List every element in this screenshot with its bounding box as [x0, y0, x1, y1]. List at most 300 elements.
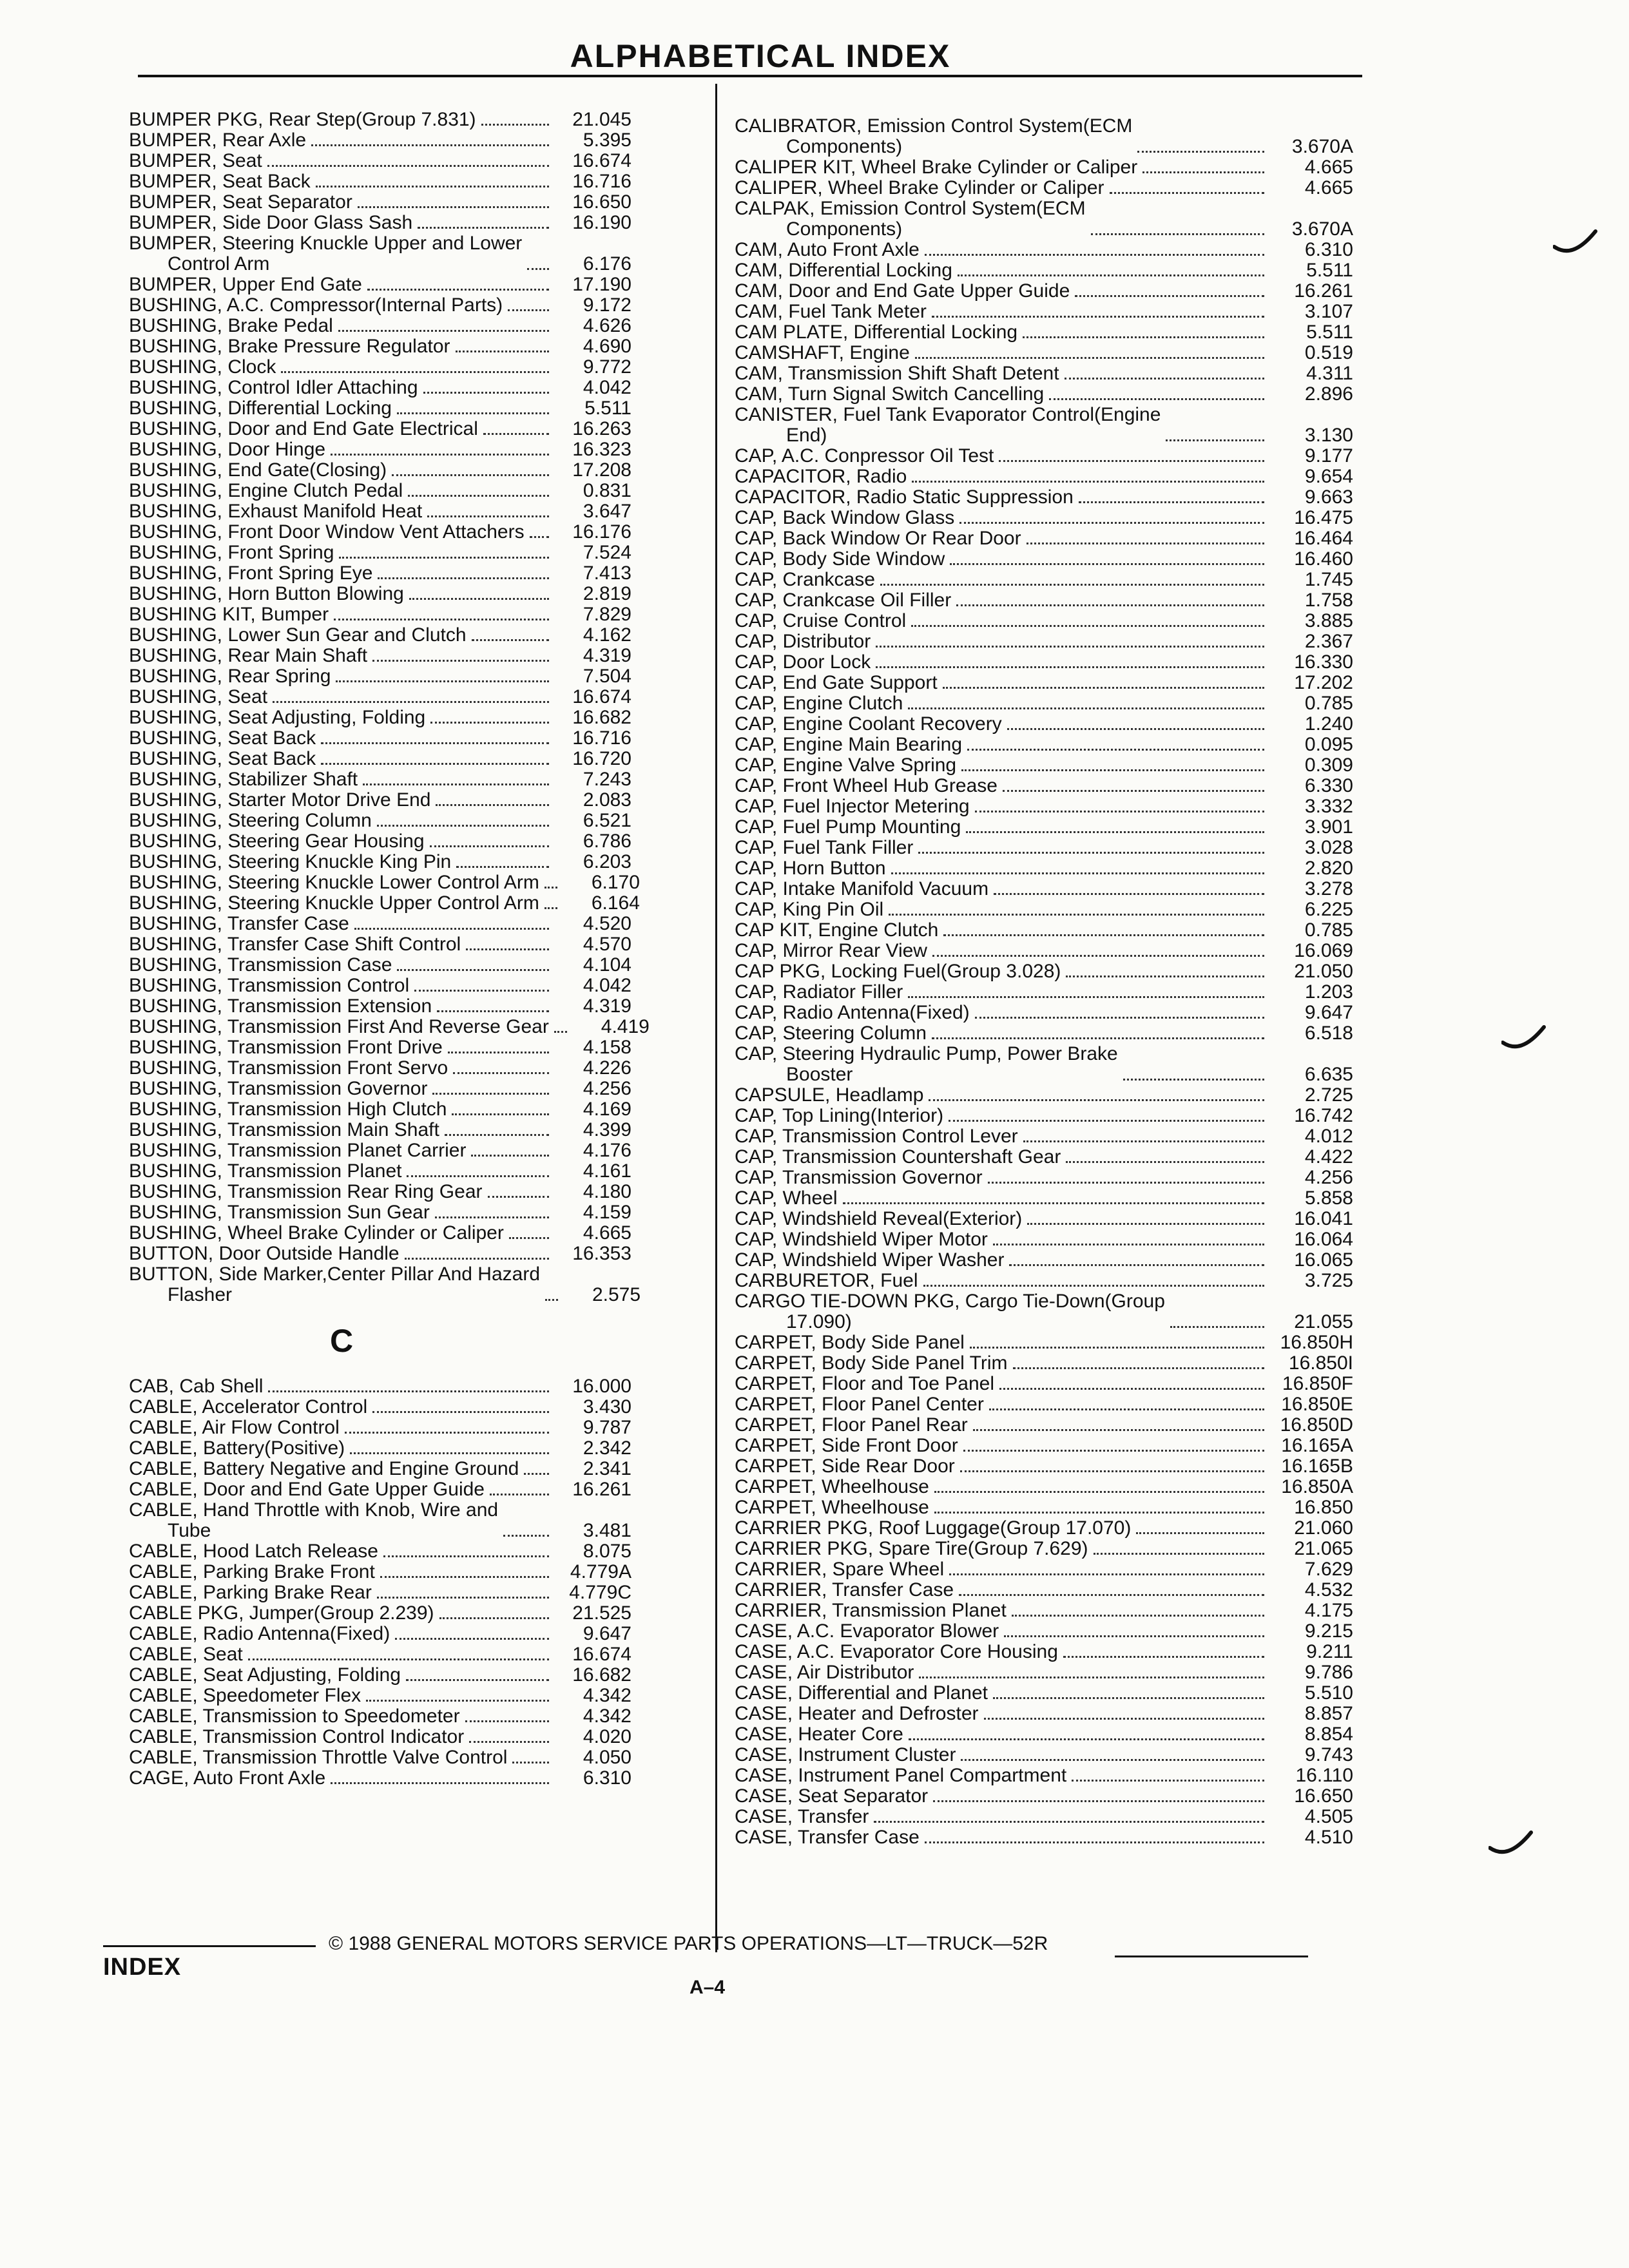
entry-page-ref: 6.203: [583, 851, 631, 872]
entry-text: [129, 1264, 540, 1305]
dot-leader: [975, 1017, 1264, 1019]
entry-text: BUSHING, Transmission Governor: [129, 1078, 428, 1099]
entry-text: CAB, Cab Shell: [129, 1376, 264, 1397]
entry-page-ref: 4.342: [583, 1706, 631, 1727]
entry-page-ref: 4.162: [583, 624, 631, 646]
dot-leader: [418, 227, 549, 229]
index-entry: [129, 1058, 631, 1079]
index-entry: [735, 363, 1353, 384]
entry-text: CAM PLATE, Differential Locking: [735, 322, 1018, 343]
entry-page-ref: 4.256: [583, 1078, 631, 1099]
index-entry: [129, 316, 631, 336]
footer-copyright: © 1988 GENERAL MOTORS SERVICE PARTS OPERATIONS—LT—TRUCK—52R: [329, 1933, 1048, 1954]
dot-leader: [397, 412, 549, 414]
entry-text: CAP, Door Lock: [735, 651, 871, 673]
index-entry: [129, 1686, 631, 1706]
index-entry: [735, 1415, 1353, 1436]
entry-page-ref: 8.857: [1304, 1703, 1353, 1724]
entry-text: CAP, Windshield Wiper Motor: [735, 1229, 988, 1250]
entry-text-line1: CANISTER, Fuel Tank Evaporator Control(Engine: [735, 404, 1161, 425]
dot-leader: [975, 811, 1264, 812]
dot-leader: [925, 254, 1264, 256]
entry-page-ref: 4.226: [583, 1057, 631, 1079]
index-entry: [735, 1580, 1353, 1600]
entry-page-ref: 5.858: [1304, 1187, 1353, 1209]
dot-leader: [876, 666, 1264, 668]
entry-page-ref: 3.670A: [1291, 136, 1353, 157]
entry-page-ref: 4.570: [583, 934, 631, 955]
dot-leader: [383, 1555, 549, 1557]
entry-page-ref: 4.020: [583, 1726, 631, 1747]
dot-leader: [911, 625, 1264, 627]
dot-leader: [994, 893, 1264, 895]
entry-page-ref: 6.176: [583, 253, 631, 274]
entry-text: BUSHING, Transfer Case: [129, 913, 349, 934]
index-entry: [129, 357, 631, 378]
entry-page-ref: 6.330: [1304, 775, 1353, 796]
index-entry: [129, 1706, 631, 1727]
dot-leader: [432, 1093, 549, 1095]
entry-text-line2: End): [786, 425, 827, 446]
index-entry: [735, 673, 1353, 693]
dot-leader: [1013, 1367, 1264, 1369]
index-entry: [735, 446, 1353, 466]
entry-page-ref: 5.510: [1304, 1682, 1353, 1704]
dot-leader: [527, 268, 549, 270]
dot-leader: [488, 1196, 550, 1198]
index-list-c-right: [735, 116, 1353, 1848]
index-entry: [735, 1704, 1353, 1724]
entry-page-ref: 9.654: [1304, 466, 1353, 487]
dot-leader: [1003, 790, 1264, 792]
dot-leader: [336, 680, 549, 682]
entry-page-ref: 2.342: [583, 1437, 631, 1459]
dot-leader: [481, 124, 549, 126]
index-entry: [129, 419, 631, 439]
entry-text: BUSHING, Transmission High Clutch: [129, 1099, 447, 1120]
index-entry: [129, 1037, 631, 1058]
index-entry: [129, 1727, 631, 1747]
entry-page-ref: 6.170: [591, 872, 640, 893]
index-entry: [129, 625, 631, 646]
index-entry: [735, 1662, 1353, 1683]
entry-page-ref: 3.670A: [1291, 218, 1353, 240]
top-rule: [138, 75, 1362, 77]
entry-page-ref: 2.819: [583, 583, 631, 604]
entry-text: CAP, Transmission Countershaft Gear: [735, 1146, 1061, 1168]
entry-page-ref: 4.665: [1304, 157, 1353, 178]
index-entry: [129, 481, 631, 501]
dot-leader: [321, 742, 549, 744]
entry-page-ref: 4.665: [583, 1222, 631, 1244]
dot-leader: [909, 1738, 1264, 1740]
dot-leader: [545, 907, 557, 909]
index-entry: [735, 1044, 1353, 1085]
entry-text-line1: CABLE, Hand Throttle with Knob, Wire and: [129, 1499, 499, 1521]
entry-page-ref: 5.511: [1306, 260, 1353, 281]
entry-page-ref: 16.323: [572, 439, 631, 460]
entry-page-ref: 5.395: [583, 130, 631, 151]
index-entry: [735, 1477, 1353, 1497]
entry-page-ref: 6.310: [1304, 239, 1353, 260]
index-entry: [735, 1724, 1353, 1745]
dot-leader: [1009, 1264, 1264, 1266]
entry-text: BUSHING, Transmission Control: [129, 975, 410, 996]
index-entry: [735, 1621, 1353, 1642]
entry-page-ref: 7.243: [583, 769, 631, 790]
entry-page-ref: 17.208: [572, 459, 631, 481]
index-entry: [129, 749, 631, 769]
dot-leader: [967, 749, 1264, 751]
dot-leader: [377, 825, 549, 827]
dot-leader: [407, 1175, 549, 1177]
entry-page-ref: 7.504: [583, 666, 631, 687]
entry-page-ref: 8.075: [583, 1541, 631, 1562]
dot-leader: [1166, 439, 1264, 441]
dot-leader: [372, 660, 549, 662]
entry-page-ref: 16.165B: [1281, 1456, 1353, 1477]
entry-text-line1: CALPAK, Emission Control System(ECM: [735, 198, 1086, 219]
entry-page-ref: 4.161: [583, 1160, 631, 1182]
dot-leader: [483, 433, 549, 435]
entry-page-ref: 5.511: [584, 398, 631, 419]
dot-leader: [339, 557, 549, 559]
entry-text: CABLE, Speedometer Flex: [129, 1685, 361, 1706]
index-entry: [129, 110, 631, 130]
entry-page-ref: 3.430: [583, 1396, 631, 1418]
entry-text: CAP, Engine Coolant Recovery: [735, 713, 1002, 735]
index-entry: [735, 1827, 1353, 1848]
entry-page-ref: 16.674: [572, 150, 631, 171]
index-entry: [735, 487, 1353, 508]
entry-text: CAM, Turn Signal Switch Cancelling: [735, 383, 1045, 405]
dot-leader: [465, 1720, 549, 1722]
entry-text: [735, 116, 1132, 157]
index-entry: [735, 1229, 1353, 1250]
entry-page-ref: 6.310: [583, 1767, 631, 1789]
entry-text: BUSHING, Front Spring: [129, 542, 334, 563]
index-entry: [129, 811, 631, 831]
entry-text: CAP, Horn Button: [735, 858, 886, 879]
index-entry: [129, 872, 640, 893]
entry-page-ref: 4.422: [1304, 1146, 1353, 1168]
index-entry: [129, 295, 631, 316]
entry-text: CAP, A.C. Conpressor Oil Test: [735, 445, 994, 466]
entry-text: BUSHING, Transmission Main Shaft: [129, 1119, 439, 1140]
index-entry: [129, 955, 631, 975]
entry-text: CAP, Front Wheel Hub Grease: [735, 775, 998, 796]
index-entry: [735, 302, 1353, 322]
dot-leader: [989, 1408, 1264, 1410]
dot-leader: [908, 996, 1264, 998]
dot-leader: [1063, 1656, 1264, 1658]
index-entry: [735, 1126, 1353, 1147]
dot-leader: [933, 1800, 1264, 1802]
index-entry: [129, 687, 631, 707]
entry-text: CARPET, Floor Panel Center: [735, 1394, 984, 1415]
entry-text: BUSHING, Front Spring Eye: [129, 562, 373, 584]
dot-leader: [509, 1237, 549, 1239]
dot-leader: [963, 1450, 1264, 1452]
index-entry: [129, 646, 631, 666]
index-entry: [129, 1562, 631, 1582]
entry-text: CASE, Transfer: [735, 1806, 869, 1827]
entry-text: CARRIER, Spare Wheel: [735, 1559, 945, 1580]
index-entry: [735, 405, 1353, 446]
entry-text: BUMPER PKG, Rear Step(Group 7.831): [129, 109, 476, 130]
dot-leader: [1137, 151, 1264, 153]
index-entry: [735, 611, 1353, 631]
index-entry: [129, 892, 640, 914]
entry-text: CAP, Cruise Control: [735, 610, 907, 631]
index-entry: [129, 914, 631, 934]
index-entry: [129, 1541, 631, 1562]
dot-leader: [943, 934, 1264, 936]
dot-leader: [367, 289, 549, 291]
entry-text: BUSHING, Steering Knuckle King Pin: [129, 851, 452, 872]
dot-leader: [1004, 1635, 1264, 1637]
dot-leader: [1012, 1615, 1264, 1617]
entry-text: CAP, Engine Main Bearing: [735, 734, 962, 755]
dot-leader: [950, 563, 1264, 565]
index-entry: [735, 1168, 1353, 1188]
entry-text: [735, 198, 1086, 240]
index-entry: [735, 1497, 1353, 1518]
index-entry: [735, 652, 1353, 673]
entry-text: BUSHING, Control Idler Attaching: [129, 377, 418, 398]
entry-text: [735, 405, 1161, 446]
entry-page-ref: 16.190: [572, 212, 631, 233]
dot-leader: [508, 309, 549, 311]
entry-text-line2: 17.090): [786, 1311, 852, 1332]
dot-leader: [999, 460, 1264, 462]
entry-text: CAP, Back Window Glass: [735, 507, 955, 528]
entry-text: CABLE, Air Flow Control: [129, 1417, 340, 1438]
index-entry: [735, 1209, 1353, 1229]
pen-check-mark-icon: [1553, 229, 1598, 261]
dot-leader: [843, 1202, 1264, 1204]
entry-page-ref: 9.647: [1304, 1002, 1353, 1023]
entry-text: CAP KIT, Engine Clutch: [735, 919, 939, 941]
dot-leader: [414, 990, 549, 992]
entry-page-ref: 0.831: [583, 480, 631, 501]
entry-page-ref: 17.202: [1294, 672, 1353, 693]
index-entry: [129, 975, 631, 996]
dot-leader: [380, 1576, 549, 1578]
index-entry: [129, 1182, 631, 1202]
dot-leader: [435, 1216, 549, 1218]
index-entry: [129, 378, 631, 398]
index-entry: [129, 1418, 631, 1438]
entry-text: BUSHING, Starter Motor Drive End: [129, 789, 431, 811]
entry-page-ref: 9.172: [583, 294, 631, 316]
entry-page-ref: 16.069: [1294, 940, 1353, 961]
index-entry: [735, 384, 1353, 405]
entry-text: BUSHING, Engine Clutch Pedal: [129, 480, 403, 501]
entry-text: CASE, Instrument Panel Compartment: [735, 1765, 1067, 1786]
entry-page-ref: 16.682: [572, 1664, 631, 1686]
entry-page-ref: 3.107: [1304, 301, 1353, 322]
entry-page-ref: 4.180: [583, 1181, 631, 1202]
entry-text: CAP, Engine Clutch: [735, 693, 903, 714]
dot-leader: [354, 928, 549, 930]
index-entry: [129, 1202, 631, 1223]
dot-leader: [456, 866, 549, 868]
entry-page-ref: 3.278: [1304, 878, 1353, 899]
index-entry: [129, 1244, 631, 1264]
index-entry: [129, 1747, 631, 1768]
dot-leader: [503, 1535, 549, 1537]
entry-text: CALIPER KIT, Wheel Brake Cylinder or Caliper: [735, 157, 1138, 178]
entry-text: CAM, Differential Locking: [735, 260, 952, 281]
entry-text: CABLE, Transmission Control Indicator: [129, 1726, 465, 1747]
entry-page-ref: 16.850D: [1280, 1414, 1353, 1436]
entry-text: BUSHING, Brake Pressure Regulator: [129, 336, 450, 357]
dot-leader: [350, 1452, 549, 1454]
dot-leader: [993, 1697, 1264, 1699]
entry-text: BUSHING, A.C. Compressor(Internal Parts): [129, 294, 503, 316]
entry-text: CAP, Fuel Injector Metering: [735, 796, 970, 817]
index-entry: [735, 322, 1353, 343]
entry-page-ref: 21.055: [1294, 1311, 1353, 1332]
entry-text: CAP, Crankcase: [735, 569, 875, 590]
index-entry: [735, 1765, 1353, 1786]
index-list-b: [129, 109, 650, 1305]
entry-text: BUSHING, Stabilizer Shaft: [129, 769, 358, 790]
entry-page-ref: 1.203: [1304, 981, 1353, 1003]
dot-leader: [973, 1429, 1264, 1431]
index-entry: [129, 1223, 631, 1244]
index-entry: [129, 151, 631, 171]
entry-text: CABLE, Battery(Positive): [129, 1437, 345, 1459]
entry-page-ref: 21.065: [1294, 1538, 1353, 1559]
entry-page-ref: 3.028: [1304, 837, 1353, 858]
index-entry: [735, 1642, 1353, 1662]
dot-leader: [1072, 1780, 1264, 1782]
entry-text: BUSHING, Steering Gear Housing: [129, 831, 425, 852]
index-entry: [735, 1436, 1353, 1456]
dot-leader: [891, 872, 1264, 874]
entry-page-ref: 9.211: [1306, 1641, 1353, 1662]
entry-text: CASE, Instrument Cluster: [735, 1744, 956, 1765]
entry-text: CAP, Top Lining(Interior): [735, 1105, 944, 1126]
dot-leader: [490, 1494, 549, 1495]
entry-text: CABLE PKG, Jumper(Group 2.239): [129, 1602, 434, 1624]
entry-text: BUSHING, Transmission Front Servo: [129, 1057, 448, 1079]
entry-page-ref: 16.353: [572, 1243, 631, 1264]
entry-text: CAP, Mirror Rear View: [735, 940, 927, 961]
dot-leader: [331, 454, 549, 456]
entry-text: CAGE, Auto Front Axle: [129, 1767, 326, 1789]
entry-page-ref: 4.419: [601, 1016, 650, 1037]
entry-page-ref: 16.850H: [1280, 1332, 1353, 1353]
entry-text: BUSHING, Door Hinge: [129, 439, 326, 460]
index-entry: [735, 1394, 1353, 1415]
dot-leader: [405, 1258, 549, 1260]
dot-leader: [1123, 1079, 1264, 1081]
entry-page-ref: 16.000: [572, 1376, 631, 1397]
entry-text: CASE, Transfer Case: [735, 1827, 920, 1848]
entry-text: CABLE, Hood Latch Release: [129, 1541, 378, 1562]
entry-text: CAP, Transmission Control Lever: [735, 1126, 1018, 1147]
entry-page-ref: 9.663: [1304, 486, 1353, 508]
entry-text: CABLE, Parking Brake Front: [129, 1561, 375, 1582]
dot-leader: [961, 769, 1264, 771]
index-entry: [129, 1644, 631, 1665]
entry-text-line2: Tube: [168, 1520, 211, 1541]
index-entry: [129, 1120, 631, 1140]
index-entry: [129, 1099, 631, 1120]
entry-text: [735, 1044, 1118, 1085]
entry-page-ref: 3.481: [583, 1520, 631, 1541]
entry-page-ref: 9.177: [1304, 445, 1353, 466]
dot-leader: [1142, 171, 1264, 173]
dot-leader: [466, 948, 549, 950]
dot-leader: [970, 1347, 1264, 1349]
index-entry: [735, 1374, 1353, 1394]
footer-index-label: INDEX: [103, 1954, 182, 1981]
entry-page-ref: 3.332: [1304, 796, 1353, 817]
entry-text: BUMPER, Upper End Gate: [129, 274, 362, 295]
dot-leader: [984, 1718, 1264, 1720]
entry-text: CAMSHAFT, Engine: [735, 342, 910, 363]
entry-page-ref: 16.464: [1294, 528, 1353, 549]
entry-text: CARPET, Body Side Panel: [735, 1332, 965, 1353]
index-entry: [735, 1188, 1353, 1209]
entry-text: BUMPER, Seat Separator: [129, 191, 352, 213]
entry-page-ref: 4.399: [583, 1119, 631, 1140]
index-entry: [735, 796, 1353, 817]
entry-page-ref: 0.309: [1304, 754, 1353, 776]
index-entry: [129, 460, 631, 481]
entry-text-line1: CAP, Steering Hydraulic Pump, Power Brake: [735, 1043, 1118, 1064]
index-entry: [735, 920, 1353, 941]
dot-leader: [366, 1700, 549, 1702]
entry-text: BUSHING, Brake Pedal: [129, 315, 333, 336]
index-list-c-left: [129, 1376, 631, 1789]
index-entry: [735, 858, 1353, 879]
dot-leader: [932, 316, 1264, 318]
entry-text: CAP, King Pin Oil: [735, 899, 884, 920]
dot-leader: [959, 1594, 1264, 1596]
entry-text: CABLE, Radio Antenna(Fixed): [129, 1623, 390, 1644]
dot-leader: [554, 1031, 567, 1033]
entry-page-ref: 2.575: [592, 1284, 641, 1305]
entry-text: BUSHING KIT, Bumper: [129, 604, 329, 625]
entry-page-ref: 7.524: [583, 542, 631, 563]
index-entry: [735, 1600, 1353, 1621]
dot-leader: [331, 1782, 549, 1784]
entry-page-ref: 16.041: [1294, 1208, 1353, 1229]
entry-text: CAP, Windshield Wiper Washer: [735, 1249, 1005, 1271]
index-entry: [129, 707, 631, 728]
entry-text: [129, 233, 522, 274]
left-column: [129, 109, 650, 1789]
index-entry: [735, 1786, 1353, 1807]
entry-page-ref: 4.665: [1304, 177, 1353, 198]
entry-page-ref: 4.626: [583, 315, 631, 336]
entry-page-ref: 6.635: [1304, 1064, 1353, 1085]
entry-text: CARPET, Body Side Panel Trim: [735, 1352, 1008, 1374]
entry-page-ref: 21.060: [1294, 1517, 1353, 1539]
entry-text-line1: CARGO TIE-DOWN PKG, Cargo Tie-Down(Group: [735, 1291, 1165, 1312]
dot-leader: [908, 707, 1264, 709]
index-entry: [129, 1438, 631, 1459]
dot-leader: [530, 536, 549, 538]
entry-text: CASE, Seat Separator: [735, 1785, 929, 1807]
entry-text: BUSHING, Transmission Extension: [129, 995, 432, 1017]
dot-leader: [430, 845, 549, 847]
